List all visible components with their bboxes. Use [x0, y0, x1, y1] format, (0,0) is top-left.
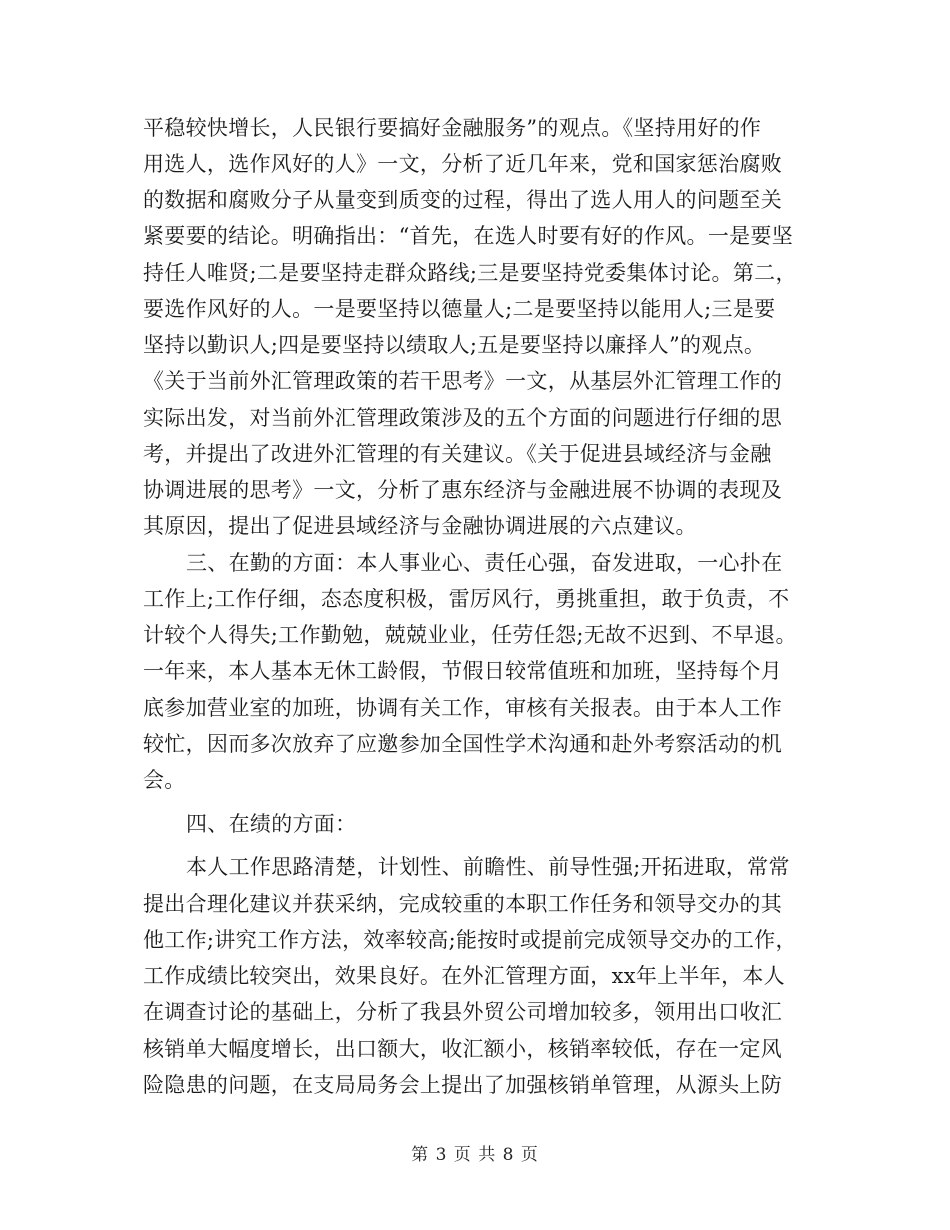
text-line: 紧要要的结论。明确指出：“首先，在选人时要有好的作风。一是要坚	[143, 224, 794, 248]
text-line: 要选作风好的人。一是要坚持以德量人;二是要坚持以能用人;三是要	[143, 297, 776, 321]
text-line: 在调查讨论的基础上，分析了我县外贸公司增加较多，领用出口收汇	[143, 1000, 782, 1024]
text-line: 协调进展的思考》一文，分析了惠东经济与金融进展不协调的表现及	[143, 478, 782, 502]
text-line: 底参加营业室的加班，协调有关工作，审核有关报表。由于本人工作	[143, 696, 782, 720]
text-line: 工作上;工作仔细，态态度积极，雷厉风行，勇挑重担，敢于负责，不	[143, 587, 790, 611]
text-line: 《关于当前外汇管理政策的若干思考》一文，从基层外汇管理工作的	[143, 369, 782, 393]
text-line: 较忙，因而多次放弃了应邀参加全国性学术沟通和赴外考察活动的机	[143, 732, 782, 756]
text-line: 考，并提出了改进外汇管理的有关建议。《关于促进县域经济与金融	[143, 442, 772, 466]
text-line: 实际出发，对当前外汇管理政策涉及的五个方面的问题进行仔细的思	[143, 406, 782, 430]
text-line: 会。	[143, 768, 186, 792]
text-line: 本人工作思路清楚，计划性、前瞻性、前导性强;开拓进取，常常	[186, 855, 790, 879]
section-heading-diligence: 三、在勤的方面：本人事业心、责任心强，奋发进取，一心扑在	[186, 551, 783, 575]
text-line: 平稳较快增长，人民银行要搞好金融服务”的观点。《坚持用好的作	[143, 116, 762, 140]
text-line: 一年来，本人基本无休工龄假，节假日较常值班和加班，坚持每个月	[143, 659, 782, 683]
text-line: 提出合理化建议并获采纳，完成较重的本职工作任务和领导交办的其	[143, 892, 782, 916]
text-line: 他工作;讲究工作方法，效率较高;能按时或提前完成领导交办的工作，	[143, 928, 797, 952]
text-line: 工作成绩比较突出，效果良好。在外汇管理方面，xx年上半年，本人	[143, 964, 785, 988]
section-heading-performance: 四、在绩的方面：	[186, 812, 357, 836]
text-line: 其原因，提出了促进县域经济与金融协调进展的六点建议。	[143, 514, 697, 538]
page-number-footer: 第 3 页 共 8 页	[411, 1145, 539, 1165]
text-line: 持任人唯贤;二是要坚持走群众路线;三是要坚持党委集体讨论。第二，	[143, 261, 797, 285]
text-line: 坚持以勤识人;四是要坚持以绩取人;五是要坚持以廉择人”的观点。	[143, 333, 766, 357]
text-line: 的数据和腐败分子从量变到质变的过程，得出了选人用人的问题至关	[143, 188, 782, 212]
text-line: 险隐患的问题，在支局局务会上提出了加强核销单管理，从源头上防	[143, 1073, 782, 1097]
text-line: 计较个人得失;工作勤勉，兢兢业业，任劳任怨;无故不迟到、不早退。	[143, 623, 797, 647]
text-line: 核销单大幅度增长，出口额大，收汇额小，核销率较低，存在一定风	[143, 1037, 782, 1061]
text-line: 用选人，选作风好的人》一文，分析了近几年来，党和国家惩治腐败	[143, 152, 782, 176]
